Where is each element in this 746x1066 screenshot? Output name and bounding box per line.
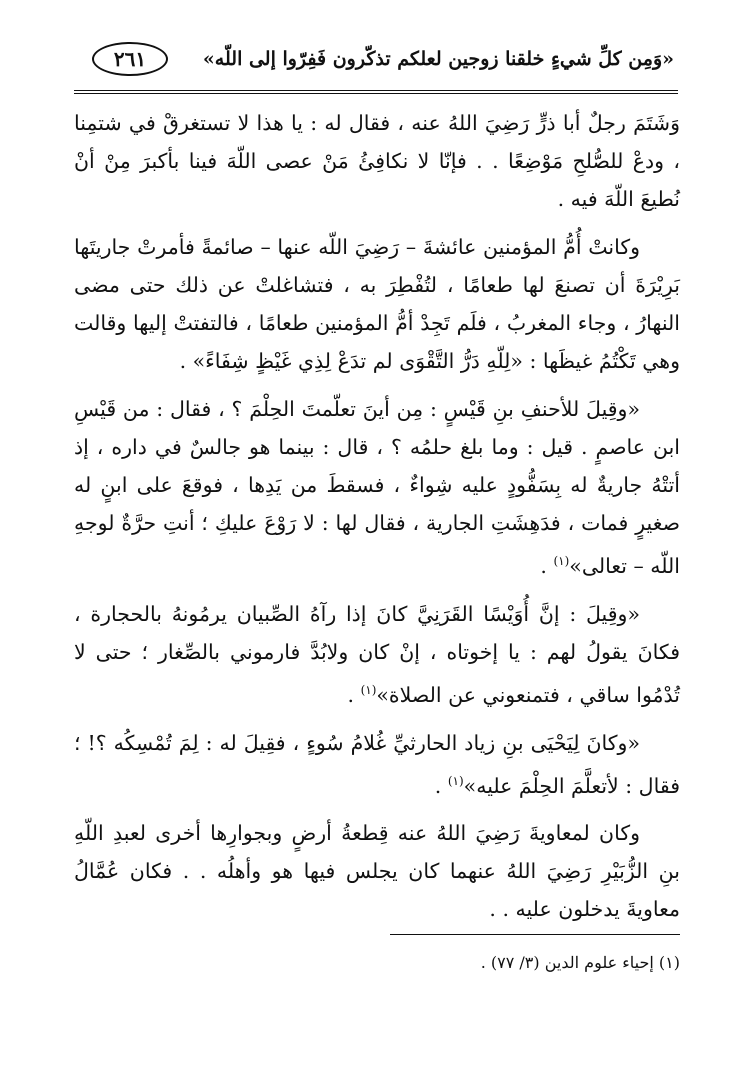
paragraph-uways-text: «وقِيلَ : إنَّ أُوَيْسًا القَرَنِيَّ كانَ إذا رآهُ الصِّبيان يرمُونهُ بالحجارة ، فكانَ يقولُ لهم : يا إخوتاه ، إنْ كان ولابُدَّ فارموني بالصِّغار ؛ حتى لا تُدْمُوا ساقي ، فتمنعوني عن الصلاة» <box>74 601 680 707</box>
page-header <box>74 40 674 82</box>
paragraph-ahnaf-text: «وقِيلَ للأحنفِ بنِ قَيْسٍ : مِن أينَ تعلّمتَ الحِلْمَ ؟ ، فقال : من قَيْسِ ابن عاصمٍ . قيل : وما بلغ حلمُه ؟ ، قال : بينما هو جالسٌ في داره ، إذ أتتْهُ جاريةٌ له بِسَفُّودٍ عليه شِواءٌ ، فسقطَ من يَدِها ، فوقعَ على ابنٍ له صغيرٍ فمات ، فدَهِشَتِ الجارية ، فقال لها : لا رَوْعَ عليكِ ؛ أنتِ حرَّةٌ لوجهِ اللّه – تعالى» <box>74 397 680 578</box>
main-text <box>74 104 680 928</box>
paragraph-ahnaf: «وقِيلَ للأحنفِ بنِ قَيْسٍ : مِن أينَ تعلّمتَ الحِلْمَ ؟ ، فقال : من قَيْسِ ابن عاصمٍ . قيل : وما بلغ حلمُه ؟ ، قال : بينما هو جالسٌ في داره ، إذ أتتْهُ جاريةٌ له بِسَفُّودٍ عليه شِواءٌ ، فسقطَ من يَدِها ، فوقعَ على ابنٍ له صغيرٍ فمات ، فدَهِشَتِ الجارية ، فقال لها : لا رَوْعَ عليكِ ؛ أنتِ حرَّةٌ لوجهِ اللّه – تعالى»$^{(١)}$ . <box>74 397 680 578</box>
footnote-marker: (١) <box>553 554 570 568</box>
paragraph-aisha: وكانتْ أُمُّ المؤمنين عائشةَ – رَضِيَ اللّه عنها – صائمةً فأمرتْ جاريتَها بَرِيْرَةَ أن تصنعَ لها طعامًا ، لتُفْطِرَ به ، فتشاغلتْ عن ذلك حتى مضى النهارُ ، وجاء المغربُ ، فلَم تَجِدْ أمُّ المؤمنين طعامًا ، فالتفتتْ إليها وقالت وهي تَكْتُمُ غيظَها : «لِلّهِ دَرُّ التَّقْوَى لم تدَعْ لِذِي غَيْظٍ شِفَاءً» . <box>74 235 680 373</box>
paragraph-abu-dharr: وَشَتَمَ رجلٌ أبا ذرٍّ رَضِيَ اللهُ عنه ، فقال له : يا هذا لا تستغرقْ في شتمِنا ، ودعْ للصُّلحِ مَوْضِعًا . . فإنّا لا نكافِئُ مَنْ عصى اللّهَ فينا بأكبرَ مِنْ أنْ نُطيعَ اللّهَ فيه . <box>74 111 680 211</box>
paragraph-yahya: «وكانَ لِيَحْيَى بنِ زياد الحارثيِّ غُلامُ سُوءٍ ، فقِيلَ له : لِمَ تُمْسِكُه ؟! ؛ فقال : لأتعلَّمَ الحِلْمَ عليه»$^{(١)}$ . <box>74 730 680 798</box>
header-divider <box>74 90 678 94</box>
paragraph-yahya-text: «وكانَ لِيَحْيَى بنِ زياد الحارثيِّ غُلامُ سُوءٍ ، فقِيلَ له : لِمَ تُمْسِكُه ؟! ؛ فقال : لأتعلَّمَ الحِلْمَ عليه» <box>74 730 680 798</box>
footnote: (١) إحياء علوم الدين (٣/ ٧٧) . <box>480 953 680 972</box>
paragraph-muawiya: وكان لمعاويةَ رَضِيَ اللهُ عنه قِطعةُ أرضٍ وبجوارِها أخرى لعبدِ اللّهِ بنِ الزُّبَيْرِ رَضِيَ اللهُ عنهما كان يجلس فيها هو وأهلُه . . فكان عُمَّالُ معاويةَ يدخلون عليه . . <box>74 821 680 922</box>
footnote-divider <box>390 934 680 935</box>
paragraph-uways: «وقِيلَ : إنَّ أُوَيْسًا القَرَنِيَّ كانَ إذا رآهُ الصِّبيان يرمُونهُ بالحجارة ، فكانَ يقولُ لهم : يا إخوتاه ، إنْ كان ولابُدَّ فارموني بالصِّغار ؛ حتى لا تُدْمُوا ساقي ، فتمنعوني عن الصلاة»$^{(١)}$ . <box>74 601 680 707</box>
header-verse: «وَمِن كلِّ شيءٍ خلقنا زوجين لعلكم تذكّرون فَفِرّوا إلى اللّه» <box>202 48 674 70</box>
page-number: ٢٦١ <box>92 42 168 76</box>
footnote-marker: (١) <box>447 773 464 788</box>
footnote-marker: (١) <box>360 682 377 697</box>
